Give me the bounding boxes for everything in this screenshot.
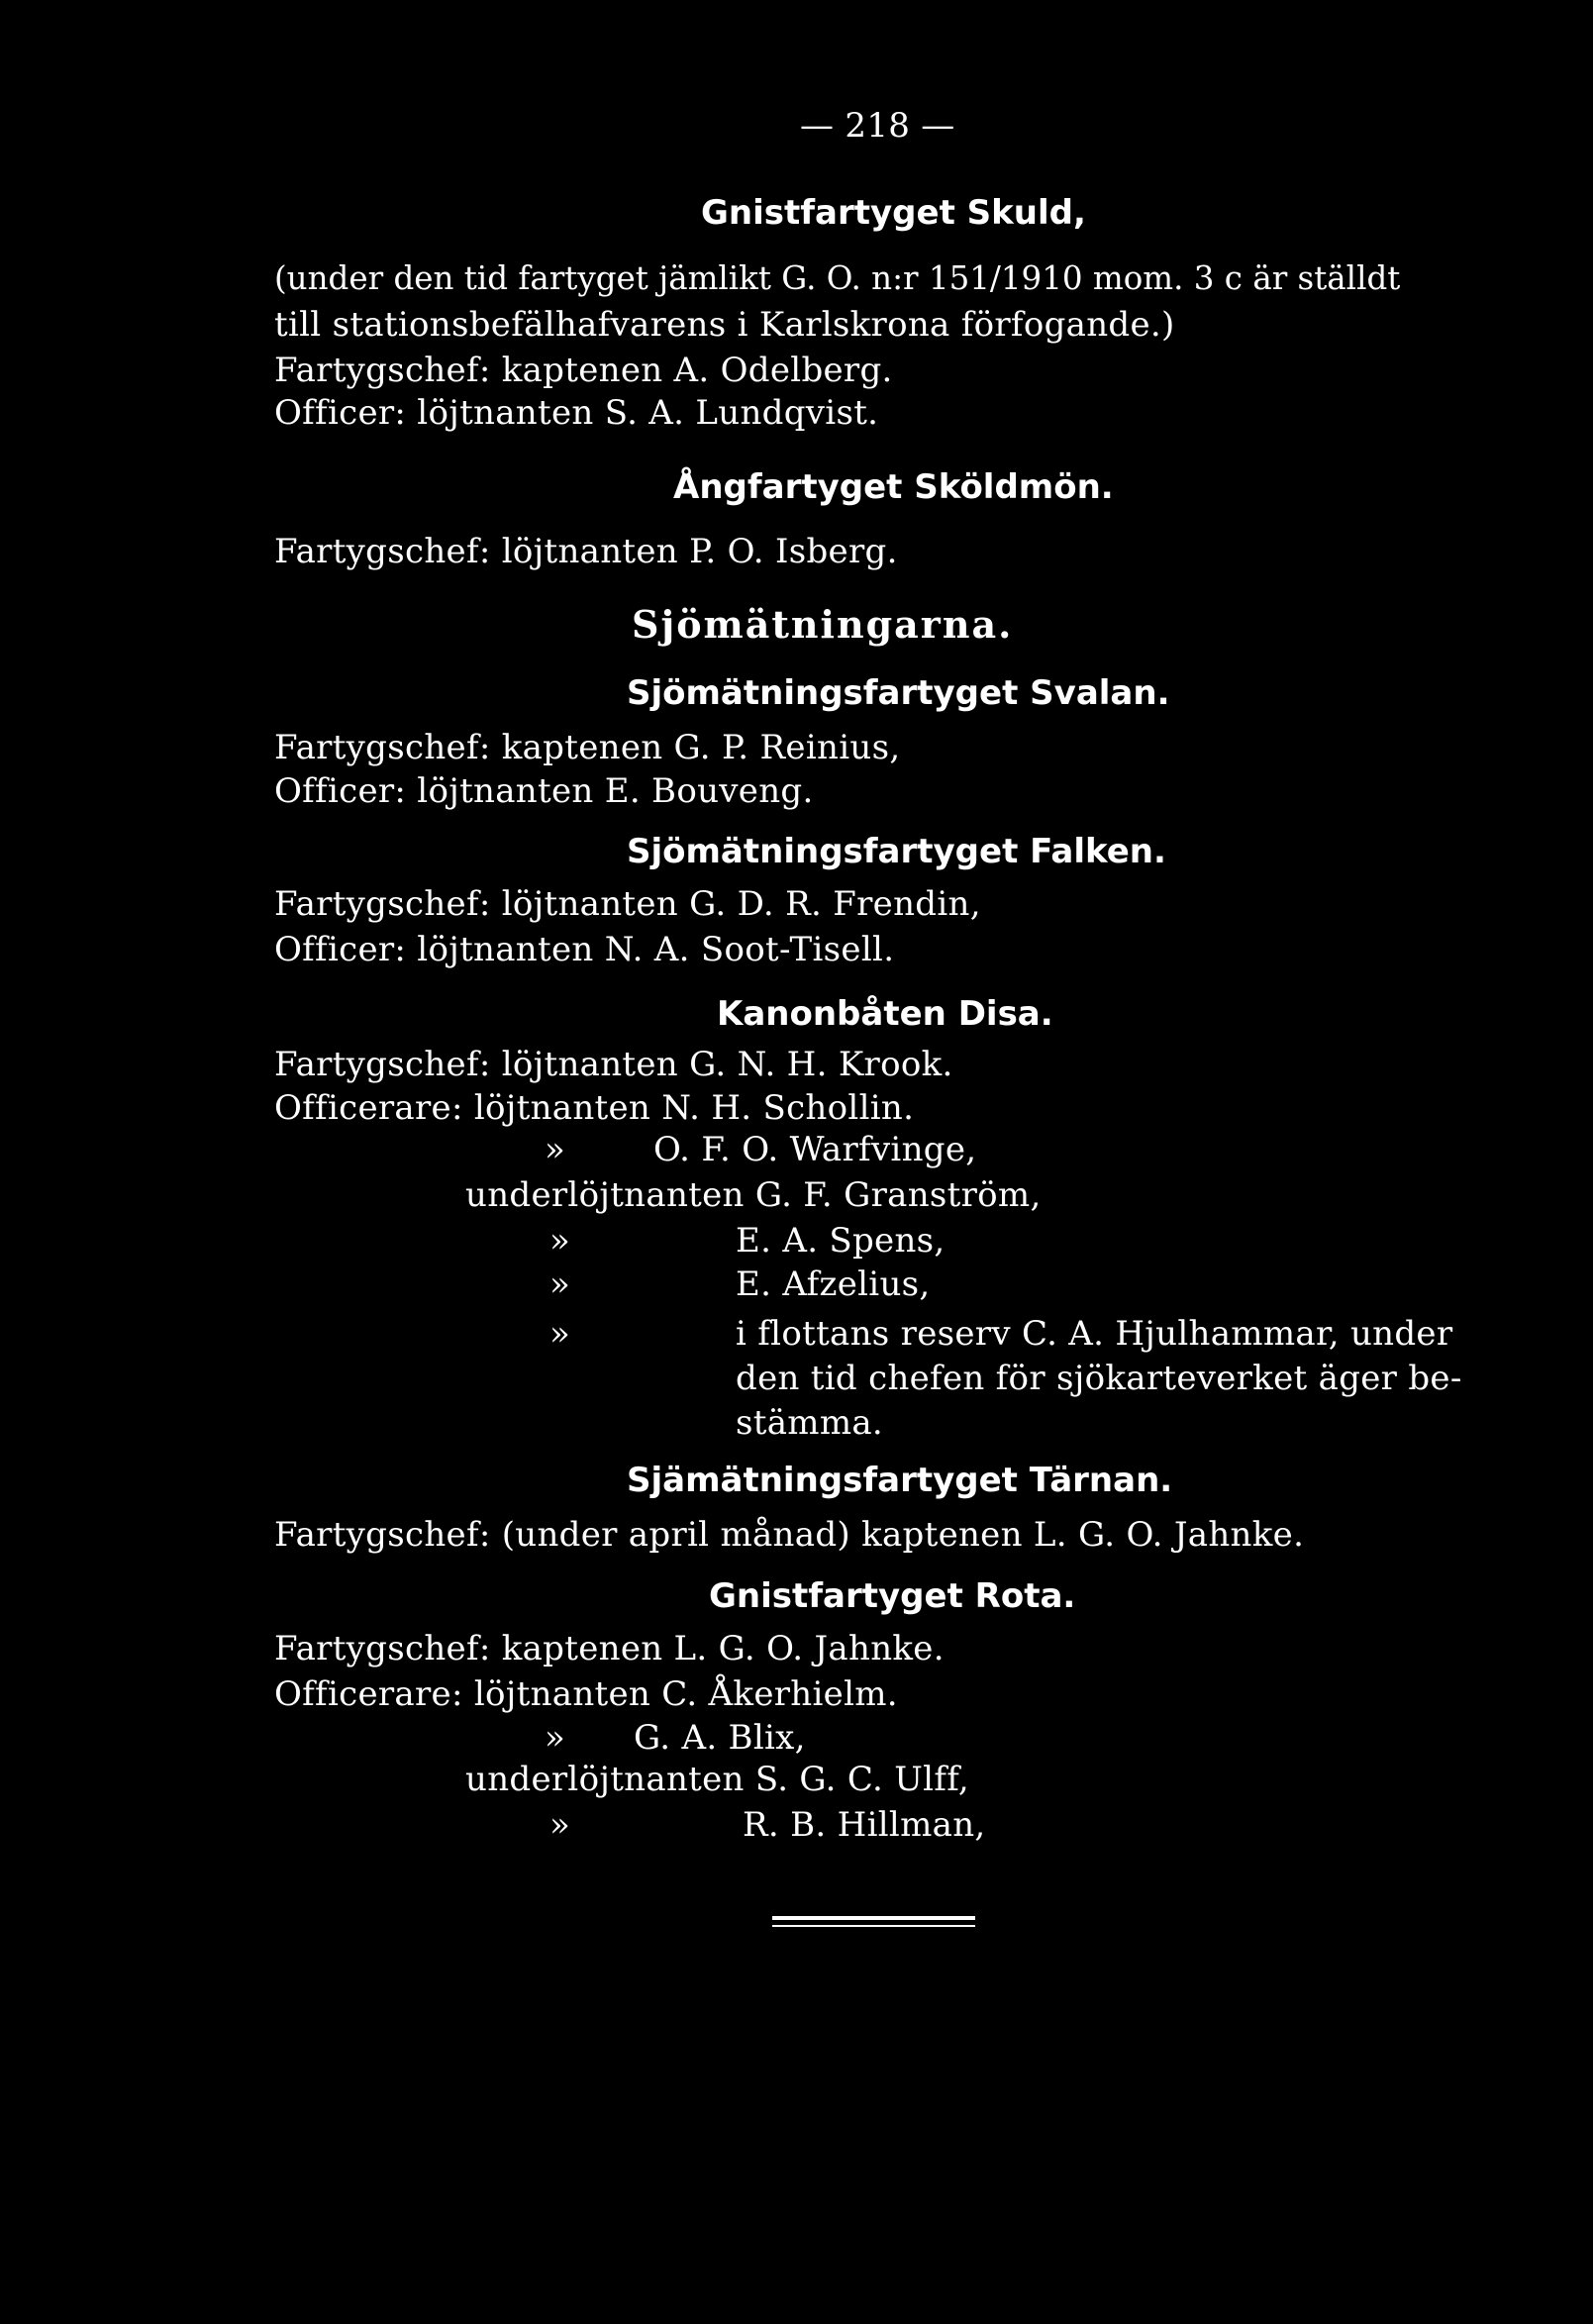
rota-line-3: G. A. Blix, [634, 1718, 806, 1758]
disa-line-4: underlöjtnanten G. F. Granström, [465, 1175, 1042, 1215]
rota-line-5: R. B. Hillman, [743, 1805, 986, 1845]
ditto-mark: » [545, 1130, 566, 1169]
heading-rota: Gnistfartyget Rota. [709, 1576, 1076, 1616]
end-rule [772, 1916, 975, 1920]
rota-line-1: Fartygschef: kaptenen L. G. O. Jahnke. [274, 1629, 945, 1668]
svalan-line-1: Fartygschef: kaptenen G. P. Reinius, [274, 728, 901, 767]
rota-line-2: Officerare: löjtnanten C. Åkerhielm. [274, 1674, 898, 1714]
skuld-line-4: Officer: löjtnanten S. A. Lundqvist. [274, 393, 879, 433]
heading-tarnan: Sjämätningsfartyget Tärnan. [627, 1461, 1173, 1500]
disa-line-8: den tid chefen för sjökarteverket äger be- [736, 1359, 1462, 1398]
skuld-line-2: till stationsbefälhafvarens i Karlskrona förfogande.) [274, 305, 1175, 345]
falken-line-1: Fartygschef: löjtnanten G. D. R. Frendin, [274, 884, 981, 924]
ditto-mark: » [549, 1314, 571, 1354]
page-number: — 218 — [800, 106, 955, 146]
disa-line-9: stämma. [736, 1403, 884, 1443]
heading-disa: Kanonbåten Disa. [717, 994, 1053, 1034]
ditto-mark: » [549, 1264, 571, 1304]
heading-falken: Sjömätningsfartyget Falken. [627, 832, 1166, 871]
ditto-mark: » [545, 1718, 566, 1758]
end-rule [772, 1925, 975, 1927]
section-title-sjomatningarna: Sjömätningarna. [632, 602, 1014, 647]
disa-line-6: E. Afzelius, [736, 1264, 931, 1304]
disa-line-1: Fartygschef: löjtnanten G. N. H. Krook. [274, 1045, 953, 1084]
skuld-line-1: (under den tid fartyget jämlikt G. O. n:r 151/1910 mom. 3 c är ställdt [274, 259, 1401, 297]
rota-line-4: underlöjtnanten S. G. C. Ulff, [465, 1760, 970, 1799]
falken-line-2: Officer: löjtnanten N. A. Soot-Tisell. [274, 930, 895, 969]
disa-line-3: O. F. O. Warfvinge, [653, 1130, 977, 1169]
heading-skuld: Gnistfartyget Skuld, [701, 193, 1086, 233]
ditto-mark: » [549, 1805, 571, 1845]
disa-line-7: i flottans reserv C. A. Hjulhammar, under [736, 1314, 1453, 1354]
heading-skoldmon: Ångfartyget Sköldmön. [673, 467, 1114, 507]
heading-svalan: Sjömätningsfartyget Svalan. [627, 673, 1170, 713]
skuld-line-3: Fartygschef: kaptenen A. Odelberg. [274, 351, 893, 390]
disa-line-2: Officerare: löjtnanten N. H. Schollin. [274, 1088, 915, 1128]
tarnan-line-1: Fartygschef: (under april månad) kaptenen L. G. O. Jahnke. [274, 1515, 1305, 1555]
disa-line-5: E. A. Spens, [736, 1221, 946, 1261]
skoldmon-line-1: Fartygschef: löjtnanten P. O. Isberg. [274, 532, 898, 571]
svalan-line-2: Officer: löjtnanten E. Bouveng. [274, 771, 814, 811]
ditto-mark: » [549, 1221, 571, 1261]
